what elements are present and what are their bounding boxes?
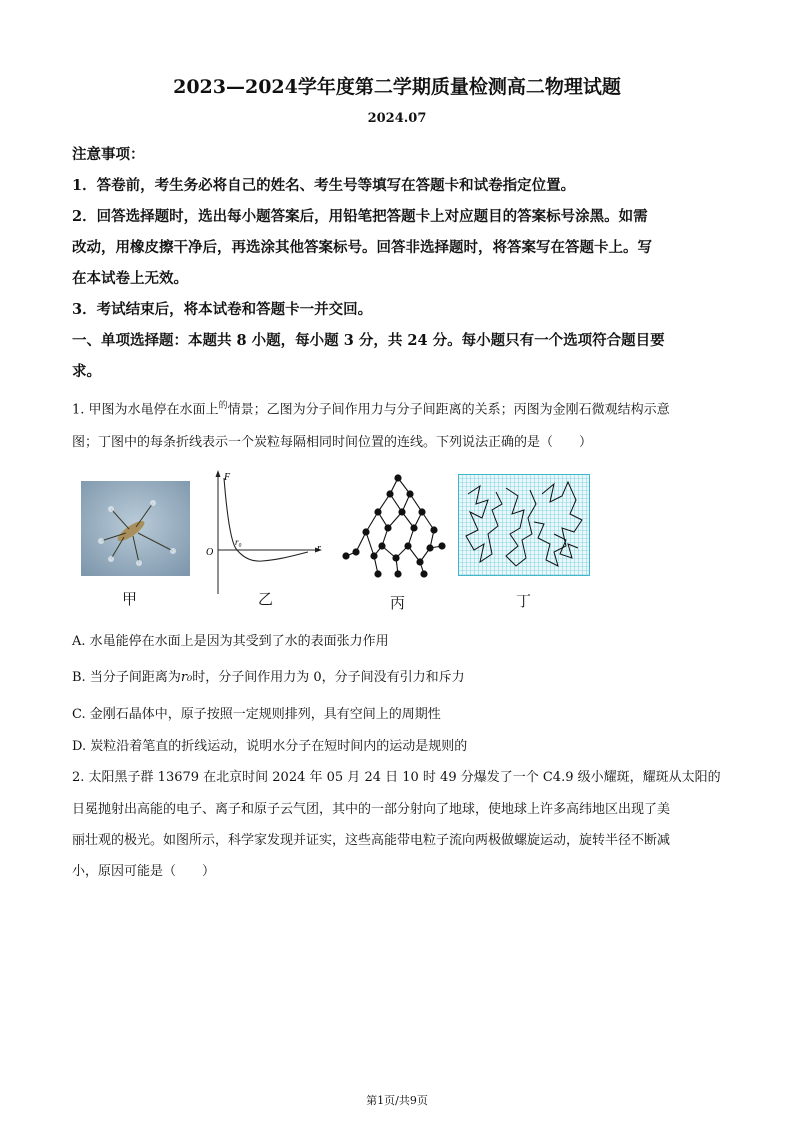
q1-text-a: 1. 甲图为水黾停在水面上 <box>72 402 219 418</box>
caption-yi: 乙 <box>258 590 274 608</box>
q1-option-d: D. 炭粒沿着笔直的折线运动，说明水分子在短时间内的运动是规则的 <box>72 739 468 754</box>
figure-ding-brownian-motion <box>458 474 590 576</box>
caption-ding: 丁 <box>516 592 532 610</box>
q2-stem-line4: 小，原因可能是（ ） <box>72 864 216 879</box>
q1-option-b <box>72 666 465 685</box>
section1-heading-line2: 求。 <box>72 363 101 380</box>
q1-option-b-r0: r₀ <box>180 670 193 685</box>
q2-stem-line1: 2. 太阳黑子群 13679 在北京时间 2024 年 05 月 24 日 10 时 49 分爆发了一个 C4.9 级小耀斑，耀斑从太阳的 <box>72 770 721 785</box>
notice-item-3: 3．考试结束后，将本试卷和答题卡一并交回。 <box>72 301 373 318</box>
q1-text-b: 情景；乙图为分子间作用力与分子间距离的关系；丙图为金刚石微观结构示意 <box>227 402 670 418</box>
exam-date: 2024.07 <box>367 111 427 126</box>
q1-stem-line1 <box>72 398 670 417</box>
q1-option-b-text-a: B. 当分子间距离为 <box>72 670 181 685</box>
page-footer: 第1页/共9页 <box>366 1094 428 1107</box>
notice-item-2-line3: 在本试卷上无效。 <box>72 270 188 287</box>
q2-stem-line3: 丽壮观的极光。如图所示，科学家发现并证实，这些高能带电粒子流向两极做螺旋运动，旋转半径不断减 <box>72 833 671 848</box>
q1-option-a: A. 水黾能停在水面上是因为其受到了水的表面张力作用 <box>72 634 389 649</box>
q2-stem-line2: 日冕抛射出高能的电子、离子和原子云气团，其中的一部分射向了地球，使地球上许多高纬地区出现了美 <box>72 802 671 817</box>
q1-stem-line2: 图；丁图中的每条折线表示一个炭粒每隔相同时间位置的连线。下列说法正确的是（ ） <box>72 435 593 450</box>
notice-item-1: 1．答卷前，考生务必将自己的姓名、考生号等填写在答题卡和试卷指定位置。 <box>72 177 576 194</box>
figure-yi-force-graph <box>200 466 330 596</box>
q1-stray-char: 的 <box>218 401 228 411</box>
figure-jia-photo <box>81 481 190 576</box>
caption-bing: 丙 <box>390 594 406 612</box>
notice-item-2-line2: 改动，用橡皮擦干净后，再选涂其他答案标号。回答非选择题时，将答案写在答题卡上。写 <box>72 239 652 256</box>
caption-jia: 甲 <box>122 590 138 608</box>
r0-label: r₀ <box>235 537 242 547</box>
q1-option-b-text-b: 时，分子间作用力为 0，分子间没有引力和斥力 <box>192 670 465 685</box>
q1-option-c: C. 金刚石晶体中，原子按照一定规则排列，具有空间上的周期性 <box>72 707 441 722</box>
origin-label: O <box>206 547 214 558</box>
notice-item-2-line1: 2．回答选择题时，选出每小题答案后，用铅笔把答题卡上对应题目的答案标号涂黑。如需 <box>72 208 648 225</box>
page-title: 2023—2024学年度第二学期质量检测高二物理试题 <box>173 76 621 98</box>
axis-r-label: r <box>317 543 321 554</box>
section1-heading-line1: 一、单项选择题：本题共 8 小题，每小题 3 分，共 24 分。每小题只有一个选项符合题目要 <box>72 332 665 349</box>
notice-heading: 注意事项： <box>72 146 145 163</box>
figure-bing-diamond-structure <box>338 470 450 582</box>
axis-F-label: F <box>224 472 231 483</box>
